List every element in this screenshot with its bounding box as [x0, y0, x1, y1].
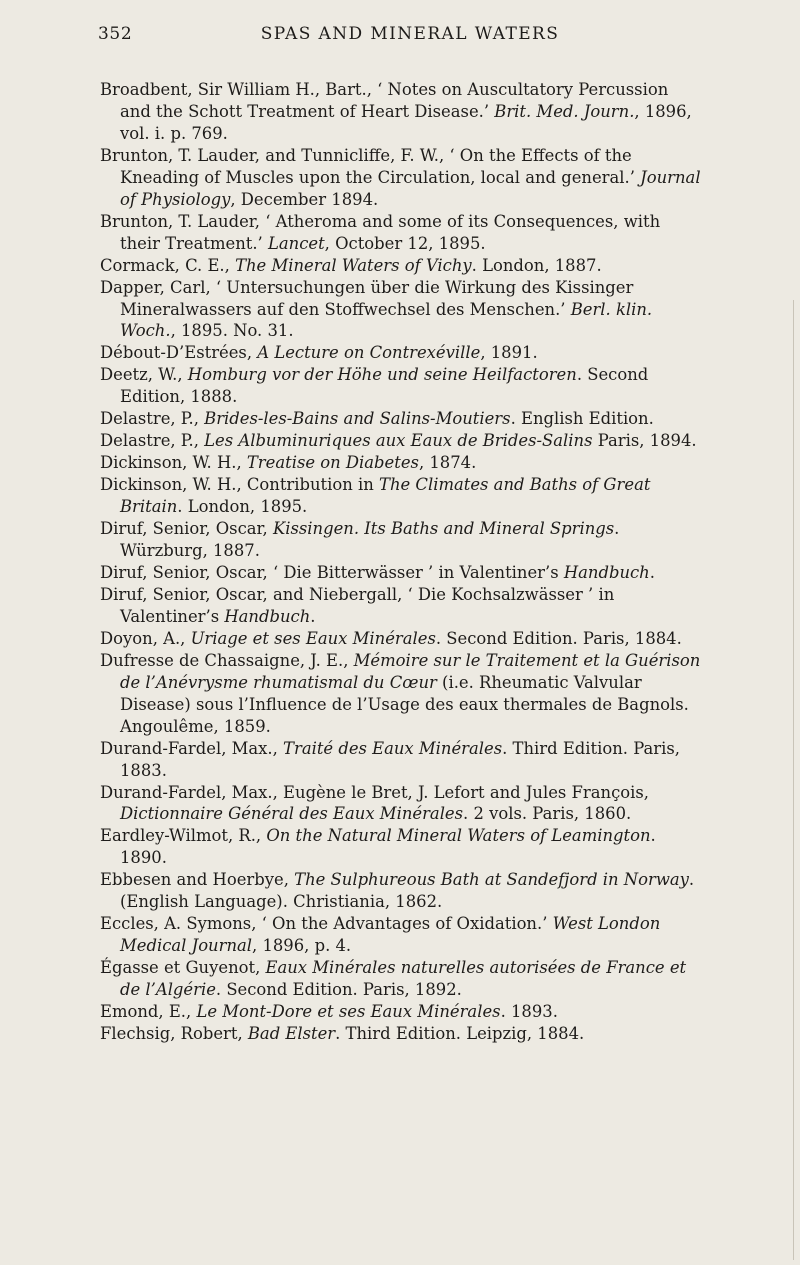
entry-text: Emond, E., [100, 1002, 197, 1022]
entry-title: Brides-les-Bains and Salins-Moutiers [204, 409, 511, 429]
bibliography-entry [100, 1023, 704, 1045]
bibliography-entry [100, 145, 704, 211]
entry-details: . Second Edition. Paris, 1884. [435, 628, 682, 648]
entry-text: Durand-Fardel, Max., [100, 738, 284, 758]
running-head [98, 24, 722, 48]
entry-details: . London, 1895. [177, 497, 308, 517]
entry-title: Journal of Physiology [120, 167, 701, 209]
bibliography-entry [100, 342, 704, 364]
bibliography-entry [100, 408, 704, 430]
entry-text: Dickinson, W. H., [100, 453, 247, 473]
entry-details: , 1895. No. 31. [170, 321, 294, 341]
entry-title: Homburg vor der Höhe und seine Heilfactoren [187, 365, 577, 385]
entry-details: , 1891. [480, 343, 538, 363]
bibliography-list [100, 79, 704, 1045]
entry-details: . London, 1887. [471, 255, 602, 275]
entry-title: Handbuch [224, 606, 311, 626]
bibliography-entry [100, 650, 704, 738]
bibliography-entry [100, 430, 704, 452]
entry-title: Treatise on Diabetes [246, 453, 419, 473]
entry-details: . 1890. [120, 826, 656, 868]
bibliography-entry [100, 518, 704, 562]
entry-text: Diruf, Senior, Oscar, [100, 519, 273, 539]
bibliography-entry [100, 738, 704, 782]
entry-text: Durand-Fardel, Max., Eugène le Bret, J. Lefort and Jules François, [100, 782, 649, 802]
entry-details: . [310, 606, 316, 626]
entry-text: Débout-D’Estrées, [100, 343, 258, 363]
entry-text: Dapper, Carl, ‘ Untersuchungen über die Wirkung des Kissinger Mineralwassers auf den Stoffwechsel des Menschen.’ [100, 277, 634, 319]
bibliography-entry [100, 211, 704, 255]
entry-text: Brunton, T. Lauder, and Tunnicliffe, F. W., ‘ On the Effects of the Kneading of Muscles upon the Circulation, local and general.’ [100, 145, 641, 187]
entry-title: Kissingen. Its Baths and Mineral Springs [272, 519, 615, 539]
entry-text: Diruf, Senior, Oscar, and Niebergall, ‘ Die Kochsalzwässer ’ in Valentiner’s [100, 584, 615, 626]
bibliography-entry [100, 79, 704, 145]
bibliography-entry [100, 869, 704, 913]
entry-details: . Third Edition. Leipzig, 1884. [335, 1023, 585, 1043]
bibliography-entry [100, 825, 704, 869]
entry-details: . Second Edition, 1888. [120, 365, 649, 407]
bibliography-entry [100, 628, 704, 650]
entry-title: Les Albuminuriques aux Eaux de Brides-Salins [204, 431, 593, 451]
entry-text: Broadbent, Sir William H., Bart., ‘ Notes on Auscultatory Percussion and the Schott Treatment of Heart Disease.’ [100, 80, 669, 121]
entry-text: Dufresse de Chassaigne, J. E., [100, 650, 354, 670]
page-edge [793, 300, 794, 1260]
entry-title: Brit. Med. Journ. [494, 101, 635, 121]
bibliography-entry [100, 562, 704, 584]
entry-text: Flechsig, Robert, [100, 1023, 248, 1043]
entry-text: Cormack, C. E., [100, 255, 236, 275]
bibliography-entry [100, 1001, 704, 1023]
entry-text: Eardley-Wilmot, R., [100, 826, 267, 846]
entry-details: Paris, 1894. [592, 431, 697, 451]
entry-text: Diruf, Senior, Oscar, ‘ Die Bitterwässer ’ in Valentiner’s [100, 562, 564, 582]
bibliography-entry [100, 255, 704, 277]
entry-details: . (English Language). Christiania, 1862. [120, 870, 695, 912]
entry-text: Deetz, W., [100, 365, 188, 385]
entry-details: . 1893. [500, 1002, 558, 1022]
bibliography-entry [100, 364, 704, 408]
entry-title: The Sulphureous Bath at Sandefjord in Norway [294, 870, 689, 890]
running-title: SPAS AND MINERAL WATERS [260, 24, 560, 44]
entry-title: Handbuch [563, 562, 650, 582]
entry-details: , October 12, 1895. [324, 233, 486, 253]
bibliography-entry [100, 957, 704, 1001]
entry-details: , December 1894. [230, 189, 379, 209]
entry-details: , 1896, p. 4. [252, 936, 352, 956]
entry-text: Brunton, T. Lauder, ‘ Atheroma and some of its Consequences, with their Treatment.’ [100, 211, 661, 253]
page-number: 352 [98, 24, 133, 44]
entry-title: Dictionnaire Général des Eaux Minérales [120, 804, 464, 824]
entry-title: Uriage et ses Eaux Minérales [190, 628, 436, 648]
entry-text: Dickinson, W. H., Contribution in [100, 475, 380, 495]
entry-details: , 1874. [418, 453, 477, 473]
entry-details: . Würzburg, 1887. [120, 519, 620, 561]
bibliography-entry [100, 913, 704, 957]
entry-title: Le Mont-Dore et ses Eaux Minérales [196, 1002, 501, 1022]
entry-details: . [649, 562, 655, 582]
bibliography-entry [100, 474, 704, 518]
entry-title: Traité des Eaux Minérales [283, 738, 503, 758]
entry-title: The Mineral Waters of Vichy [235, 255, 472, 275]
entry-details: (i.e. Rheumatic Valvular Disease) sous l’Influence de l’Usage des eaux thermales de Bagnols. Angoulême, 1859. [120, 672, 689, 736]
entry-details: . English Edition. [510, 409, 654, 429]
bibliography-entry [100, 452, 704, 474]
entry-title: The Climates and Baths of Great Britain [120, 475, 651, 517]
bibliography-entry [100, 584, 704, 628]
entry-title: Eaux Minérales naturelles autorisées de France et de l’Algérie [120, 958, 687, 1000]
entry-text: Delastre, P., [100, 431, 205, 451]
bibliography-entry [100, 277, 704, 343]
entry-text: Eccles, A. Symons, ‘ On the Advantages of Oxidation.’ [100, 914, 553, 934]
entry-title: Mémoire sur le Traitement et la Guérison de l’Anévrysme rhumatismal du Cœur [120, 650, 701, 692]
entry-title: On the Natural Mineral Waters of Leamington [266, 826, 651, 846]
entry-title: A Lecture on Contrexéville [257, 343, 481, 363]
bibliography-entry [100, 782, 704, 826]
entry-text: Delastre, P., [100, 409, 205, 429]
entry-title: West London Medical Journal [120, 914, 661, 956]
entry-details: . 2 vols. Paris, 1860. [463, 804, 632, 824]
entry-title: Berl. klin. Woch. [120, 299, 653, 341]
entry-text: Égasse et Guyenot, [100, 958, 266, 978]
entry-details: . Second Edition. Paris, 1892. [215, 980, 462, 1000]
entry-title: Bad Elster [247, 1023, 336, 1043]
entry-details: . Third Edition. Paris, 1883. [120, 738, 680, 780]
entry-title: Lancet [267, 233, 325, 253]
entry-text: Doyon, A., [100, 628, 191, 648]
entry-text: Ebbesen and Hoerbye, [100, 870, 295, 890]
entry-details: , 1896, vol. i. p. 769. [120, 101, 692, 143]
